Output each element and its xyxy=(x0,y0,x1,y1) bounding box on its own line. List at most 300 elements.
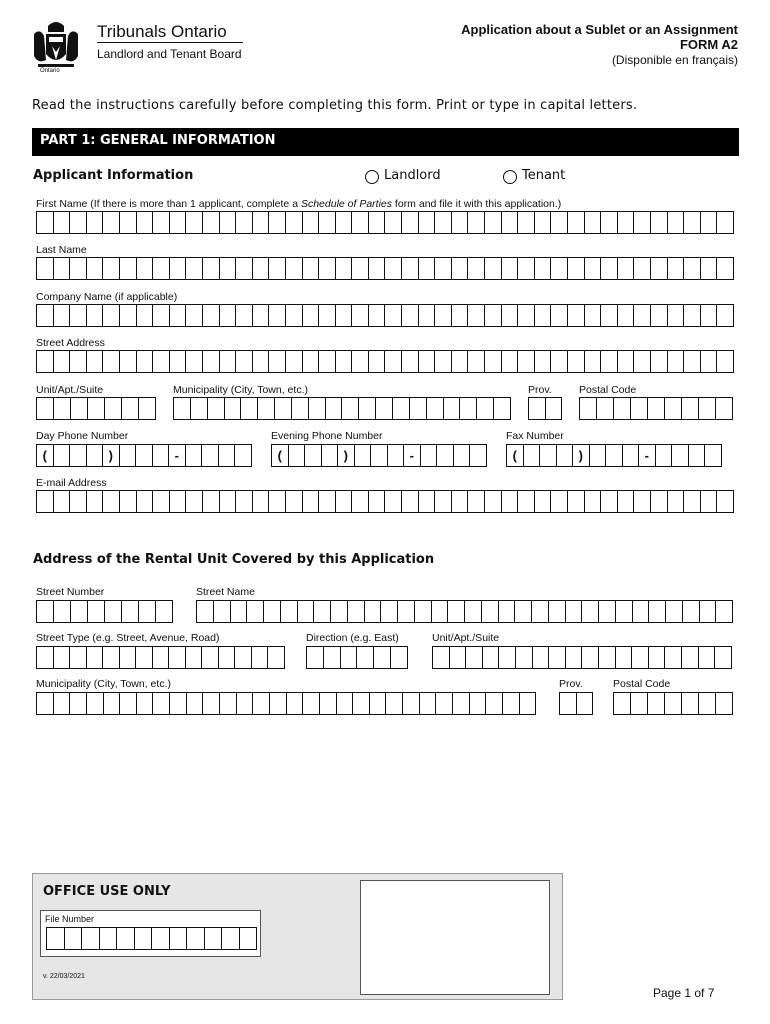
char-box[interactable] xyxy=(549,600,566,623)
char-box[interactable] xyxy=(269,490,286,513)
char-box[interactable] xyxy=(717,211,734,234)
char-box[interactable] xyxy=(87,490,104,513)
char-box[interactable] xyxy=(616,646,633,669)
char-box[interactable] xyxy=(634,257,651,280)
char-box[interactable] xyxy=(535,257,552,280)
char-box[interactable] xyxy=(103,304,120,327)
char-box[interactable] xyxy=(682,397,699,420)
digit-box[interactable] xyxy=(202,444,219,467)
char-box[interactable] xyxy=(420,692,437,715)
char-box[interactable] xyxy=(186,646,203,669)
char-box[interactable] xyxy=(465,600,482,623)
char-box[interactable] xyxy=(651,490,668,513)
char-box[interactable] xyxy=(502,490,519,513)
char-box[interactable] xyxy=(303,257,320,280)
char-box[interactable] xyxy=(566,600,583,623)
char-box[interactable] xyxy=(269,350,286,373)
char-box[interactable] xyxy=(599,646,616,669)
char-box[interactable] xyxy=(336,304,353,327)
last-name-field[interactable] xyxy=(36,257,734,280)
char-box[interactable] xyxy=(352,350,369,373)
digit-box[interactable] xyxy=(70,444,87,467)
char-box[interactable] xyxy=(369,490,386,513)
char-box[interactable] xyxy=(634,350,651,373)
char-box[interactable] xyxy=(551,490,568,513)
char-box[interactable] xyxy=(385,211,402,234)
char-box[interactable] xyxy=(54,211,71,234)
street-name-field[interactable] xyxy=(196,600,733,623)
char-box[interactable] xyxy=(186,490,203,513)
digit-box[interactable] xyxy=(689,444,706,467)
char-box[interactable] xyxy=(269,211,286,234)
char-box[interactable] xyxy=(156,600,173,623)
char-box[interactable] xyxy=(326,397,343,420)
char-box[interactable] xyxy=(70,490,87,513)
char-box[interactable] xyxy=(376,397,393,420)
char-box[interactable] xyxy=(485,257,502,280)
char-box[interactable] xyxy=(665,397,682,420)
char-box[interactable] xyxy=(618,490,635,513)
char-box[interactable] xyxy=(582,600,599,623)
char-box[interactable] xyxy=(87,304,104,327)
char-box[interactable] xyxy=(682,646,699,669)
char-box[interactable] xyxy=(684,490,701,513)
char-box[interactable] xyxy=(386,692,403,715)
char-box[interactable] xyxy=(717,304,734,327)
char-box[interactable] xyxy=(402,257,419,280)
char-box[interactable] xyxy=(529,397,546,420)
char-box[interactable] xyxy=(717,350,734,373)
fax-field[interactable] xyxy=(506,444,722,467)
char-box[interactable] xyxy=(122,397,139,420)
char-box[interactable] xyxy=(485,211,502,234)
char-box[interactable] xyxy=(682,692,699,715)
char-box[interactable] xyxy=(419,490,436,513)
char-box[interactable] xyxy=(614,692,631,715)
char-box[interactable] xyxy=(568,304,585,327)
char-box[interactable] xyxy=(170,692,187,715)
digit-box[interactable] xyxy=(524,444,541,467)
char-box[interactable] xyxy=(220,257,237,280)
char-box[interactable] xyxy=(435,211,452,234)
char-box[interactable] xyxy=(117,927,135,950)
char-box[interactable] xyxy=(54,257,71,280)
char-box[interactable] xyxy=(515,600,532,623)
char-box[interactable] xyxy=(314,600,331,623)
char-box[interactable] xyxy=(585,211,602,234)
char-box[interactable] xyxy=(551,211,568,234)
char-box[interactable] xyxy=(468,211,485,234)
char-box[interactable] xyxy=(568,211,585,234)
char-box[interactable] xyxy=(427,397,444,420)
char-box[interactable] xyxy=(303,692,320,715)
char-box[interactable] xyxy=(303,490,320,513)
char-box[interactable] xyxy=(577,692,594,715)
char-box[interactable] xyxy=(468,304,485,327)
email-field[interactable] xyxy=(36,490,734,513)
char-box[interactable] xyxy=(715,646,732,669)
char-box[interactable] xyxy=(270,692,287,715)
digit-box[interactable] xyxy=(454,444,471,467)
char-box[interactable] xyxy=(54,646,71,669)
char-box[interactable] xyxy=(568,257,585,280)
char-box[interactable] xyxy=(649,600,666,623)
char-box[interactable] xyxy=(668,304,685,327)
char-box[interactable] xyxy=(518,257,535,280)
char-box[interactable] xyxy=(170,304,187,327)
char-box[interactable] xyxy=(419,257,436,280)
char-box[interactable] xyxy=(105,397,122,420)
char-box[interactable] xyxy=(37,600,54,623)
char-box[interactable] xyxy=(153,304,170,327)
char-box[interactable] xyxy=(668,490,685,513)
char-box[interactable] xyxy=(369,350,386,373)
char-box[interactable] xyxy=(683,600,700,623)
char-box[interactable] xyxy=(252,646,269,669)
char-box[interactable] xyxy=(220,350,237,373)
digit-box[interactable] xyxy=(623,444,640,467)
char-box[interactable] xyxy=(666,600,683,623)
char-box[interactable] xyxy=(203,490,220,513)
char-box[interactable] xyxy=(518,350,535,373)
char-box[interactable] xyxy=(103,646,120,669)
char-box[interactable] xyxy=(365,600,382,623)
char-box[interactable] xyxy=(222,927,240,950)
char-box[interactable] xyxy=(336,490,353,513)
char-box[interactable] xyxy=(716,692,733,715)
char-box[interactable] xyxy=(585,350,602,373)
char-box[interactable] xyxy=(700,600,717,623)
char-box[interactable] xyxy=(253,490,270,513)
char-box[interactable] xyxy=(518,490,535,513)
char-box[interactable] xyxy=(319,350,336,373)
char-box[interactable] xyxy=(470,692,487,715)
char-box[interactable] xyxy=(483,646,500,669)
char-box[interactable] xyxy=(485,350,502,373)
char-box[interactable] xyxy=(597,397,614,420)
char-box[interactable] xyxy=(336,257,353,280)
char-box[interactable] xyxy=(452,350,469,373)
char-box[interactable] xyxy=(137,211,154,234)
direction-field[interactable] xyxy=(306,646,408,669)
char-box[interactable] xyxy=(241,397,258,420)
char-box[interactable] xyxy=(651,304,668,327)
char-box[interactable] xyxy=(684,350,701,373)
char-box[interactable] xyxy=(551,257,568,280)
char-box[interactable] xyxy=(137,257,154,280)
char-box[interactable] xyxy=(717,257,734,280)
char-box[interactable] xyxy=(432,600,449,623)
char-box[interactable] xyxy=(37,646,54,669)
char-box[interactable] xyxy=(336,211,353,234)
char-box[interactable] xyxy=(701,257,718,280)
char-box[interactable] xyxy=(568,490,585,513)
char-box[interactable] xyxy=(237,692,254,715)
char-box[interactable] xyxy=(136,646,153,669)
char-box[interactable] xyxy=(352,211,369,234)
char-box[interactable] xyxy=(82,927,100,950)
char-box[interactable] xyxy=(337,692,354,715)
char-box[interactable] xyxy=(419,211,436,234)
day-phone-field[interactable] xyxy=(36,444,252,467)
char-box[interactable] xyxy=(352,490,369,513)
char-box[interactable] xyxy=(535,490,552,513)
digit-box[interactable] xyxy=(355,444,372,467)
char-box[interactable] xyxy=(54,304,71,327)
char-box[interactable] xyxy=(153,350,170,373)
char-box[interactable] xyxy=(582,646,599,669)
char-box[interactable] xyxy=(385,304,402,327)
char-box[interactable] xyxy=(319,257,336,280)
char-box[interactable] xyxy=(452,211,469,234)
char-box[interactable] xyxy=(415,600,432,623)
char-box[interactable] xyxy=(71,600,88,623)
char-box[interactable] xyxy=(634,211,651,234)
evening-phone-field[interactable] xyxy=(271,444,487,467)
char-box[interactable] xyxy=(342,397,359,420)
char-box[interactable] xyxy=(203,304,220,327)
char-box[interactable] xyxy=(253,692,270,715)
char-box[interactable] xyxy=(153,257,170,280)
char-box[interactable] xyxy=(533,646,550,669)
char-box[interactable] xyxy=(341,646,358,669)
char-box[interactable] xyxy=(585,490,602,513)
char-box[interactable] xyxy=(665,692,682,715)
char-box[interactable] xyxy=(137,490,154,513)
char-box[interactable] xyxy=(120,211,137,234)
char-box[interactable] xyxy=(402,350,419,373)
char-box[interactable] xyxy=(70,646,87,669)
char-box[interactable] xyxy=(264,600,281,623)
char-box[interactable] xyxy=(436,692,453,715)
char-box[interactable] xyxy=(139,600,156,623)
char-box[interactable] xyxy=(359,397,376,420)
char-box[interactable] xyxy=(634,304,651,327)
char-box[interactable] xyxy=(103,490,120,513)
char-box[interactable] xyxy=(580,397,597,420)
char-box[interactable] xyxy=(601,304,618,327)
char-box[interactable] xyxy=(319,304,336,327)
char-box[interactable] xyxy=(668,211,685,234)
char-box[interactable] xyxy=(668,257,685,280)
char-box[interactable] xyxy=(54,490,71,513)
char-box[interactable] xyxy=(435,350,452,373)
char-box[interactable] xyxy=(684,304,701,327)
char-box[interactable] xyxy=(103,257,120,280)
char-box[interactable] xyxy=(303,304,320,327)
char-box[interactable] xyxy=(535,350,552,373)
char-box[interactable] xyxy=(566,646,583,669)
char-box[interactable] xyxy=(717,490,734,513)
char-box[interactable] xyxy=(684,211,701,234)
digit-box[interactable] xyxy=(186,444,203,467)
char-box[interactable] xyxy=(631,692,648,715)
char-box[interactable] xyxy=(235,646,252,669)
rental-postal-field[interactable] xyxy=(613,692,733,715)
char-box[interactable] xyxy=(87,257,104,280)
char-box[interactable] xyxy=(187,927,205,950)
char-box[interactable] xyxy=(120,350,137,373)
char-box[interactable] xyxy=(174,397,191,420)
char-box[interactable] xyxy=(614,397,631,420)
char-box[interactable] xyxy=(618,350,635,373)
char-box[interactable] xyxy=(468,490,485,513)
char-box[interactable] xyxy=(369,304,386,327)
char-box[interactable] xyxy=(203,257,220,280)
char-box[interactable] xyxy=(494,397,511,420)
digit-box[interactable] xyxy=(87,444,104,467)
char-box[interactable] xyxy=(37,692,54,715)
digit-box[interactable] xyxy=(120,444,137,467)
char-box[interactable] xyxy=(203,350,220,373)
char-box[interactable] xyxy=(253,304,270,327)
char-box[interactable] xyxy=(468,350,485,373)
char-box[interactable] xyxy=(448,600,465,623)
char-box[interactable] xyxy=(187,692,204,715)
char-box[interactable] xyxy=(253,257,270,280)
char-box[interactable] xyxy=(70,692,87,715)
digit-box[interactable] xyxy=(153,444,170,467)
char-box[interactable] xyxy=(286,304,303,327)
char-box[interactable] xyxy=(70,304,87,327)
char-box[interactable] xyxy=(402,304,419,327)
char-box[interactable] xyxy=(632,646,649,669)
char-box[interactable] xyxy=(450,646,467,669)
char-box[interactable] xyxy=(286,211,303,234)
char-box[interactable] xyxy=(307,646,324,669)
char-box[interactable] xyxy=(287,692,304,715)
char-box[interactable] xyxy=(186,257,203,280)
char-box[interactable] xyxy=(268,646,285,669)
char-box[interactable] xyxy=(71,397,88,420)
char-box[interactable] xyxy=(170,490,187,513)
char-box[interactable] xyxy=(352,304,369,327)
char-box[interactable] xyxy=(104,692,121,715)
char-box[interactable] xyxy=(452,490,469,513)
char-box[interactable] xyxy=(716,397,733,420)
char-box[interactable] xyxy=(208,397,225,420)
char-box[interactable] xyxy=(585,257,602,280)
digit-box[interactable] xyxy=(371,444,388,467)
char-box[interactable] xyxy=(699,397,716,420)
char-box[interactable] xyxy=(236,211,253,234)
char-box[interactable] xyxy=(170,927,188,950)
char-box[interactable] xyxy=(551,304,568,327)
char-box[interactable] xyxy=(247,600,264,623)
char-box[interactable] xyxy=(37,490,54,513)
char-box[interactable] xyxy=(286,490,303,513)
char-box[interactable] xyxy=(468,257,485,280)
char-box[interactable] xyxy=(410,397,427,420)
char-box[interactable] xyxy=(153,490,170,513)
street-number-field[interactable] xyxy=(36,600,173,623)
char-box[interactable] xyxy=(70,257,87,280)
char-box[interactable] xyxy=(298,600,315,623)
char-box[interactable] xyxy=(532,600,549,623)
company-name-field[interactable] xyxy=(36,304,734,327)
char-box[interactable] xyxy=(186,304,203,327)
char-box[interactable] xyxy=(292,397,309,420)
char-box[interactable] xyxy=(499,646,516,669)
char-box[interactable] xyxy=(435,490,452,513)
char-box[interactable] xyxy=(601,350,618,373)
char-box[interactable] xyxy=(701,350,718,373)
char-box[interactable] xyxy=(169,646,186,669)
char-box[interactable] xyxy=(699,692,716,715)
char-box[interactable] xyxy=(385,257,402,280)
char-box[interactable] xyxy=(485,490,502,513)
digit-box[interactable] xyxy=(557,444,574,467)
char-box[interactable] xyxy=(87,646,104,669)
char-box[interactable] xyxy=(684,257,701,280)
digit-box[interactable] xyxy=(305,444,322,467)
char-box[interactable] xyxy=(120,257,137,280)
char-box[interactable] xyxy=(105,600,122,623)
digit-box[interactable] xyxy=(590,444,607,467)
char-box[interactable] xyxy=(153,646,170,669)
char-box[interactable] xyxy=(385,490,402,513)
rental-unit-field[interactable] xyxy=(432,646,732,669)
char-box[interactable] xyxy=(535,304,552,327)
char-box[interactable] xyxy=(122,600,139,623)
char-box[interactable] xyxy=(618,304,635,327)
char-box[interactable] xyxy=(220,490,237,513)
char-box[interactable] xyxy=(70,211,87,234)
char-box[interactable] xyxy=(225,397,242,420)
char-box[interactable] xyxy=(648,397,665,420)
char-box[interactable] xyxy=(170,257,187,280)
tenant-radio[interactable] xyxy=(503,170,517,184)
char-box[interactable] xyxy=(716,600,733,623)
char-box[interactable] xyxy=(518,211,535,234)
char-box[interactable] xyxy=(186,350,203,373)
postal-code-field[interactable] xyxy=(579,397,733,420)
char-box[interactable] xyxy=(137,692,154,715)
char-box[interactable] xyxy=(286,350,303,373)
char-box[interactable] xyxy=(320,692,337,715)
char-box[interactable] xyxy=(303,350,320,373)
char-box[interactable] xyxy=(502,257,519,280)
char-box[interactable] xyxy=(170,211,187,234)
char-box[interactable] xyxy=(186,211,203,234)
char-box[interactable] xyxy=(348,600,365,623)
prov-field[interactable] xyxy=(528,397,562,420)
char-box[interactable] xyxy=(419,350,436,373)
unit-field[interactable] xyxy=(36,397,156,420)
char-box[interactable] xyxy=(402,490,419,513)
char-box[interactable] xyxy=(568,350,585,373)
char-box[interactable] xyxy=(139,397,156,420)
digit-box[interactable] xyxy=(219,444,236,467)
char-box[interactable] xyxy=(65,927,83,950)
char-box[interactable] xyxy=(551,350,568,373)
char-box[interactable] xyxy=(236,350,253,373)
char-box[interactable] xyxy=(219,646,236,669)
rental-municipality-field[interactable] xyxy=(36,692,536,715)
char-box[interactable] xyxy=(87,211,104,234)
char-box[interactable] xyxy=(503,692,520,715)
digit-box[interactable] xyxy=(540,444,557,467)
char-box[interactable] xyxy=(220,304,237,327)
char-box[interactable] xyxy=(220,211,237,234)
char-box[interactable] xyxy=(601,490,618,513)
char-box[interactable] xyxy=(502,304,519,327)
first-name-field[interactable] xyxy=(36,211,734,234)
char-box[interactable] xyxy=(137,304,154,327)
char-box[interactable] xyxy=(585,304,602,327)
char-box[interactable] xyxy=(393,397,410,420)
char-box[interactable] xyxy=(518,304,535,327)
